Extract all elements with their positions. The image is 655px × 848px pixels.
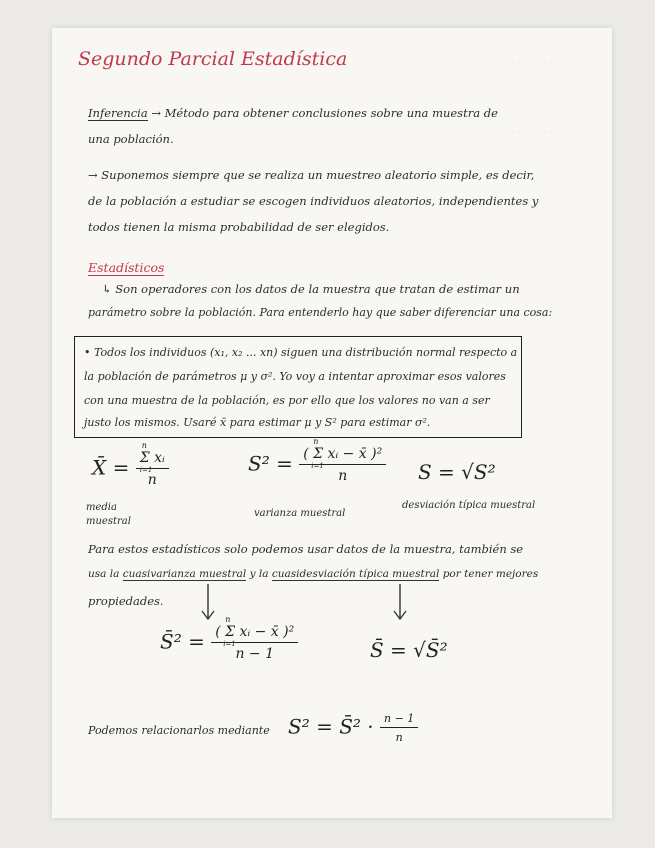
formula-sample-variance xyxy=(248,437,386,484)
suponemos-line-2: de la población a estudiar se escogen individuos aleatorios, independientes y xyxy=(88,194,539,208)
label-desviacion: desviación típica muestral xyxy=(402,500,536,511)
bleed-through-text: · · · · · · · · · · · · · xyxy=(492,128,572,139)
quasi-var-lhs: S̄² = xyxy=(160,629,205,654)
formula-sample-mean xyxy=(92,441,169,488)
inferencia-line-1 xyxy=(88,106,498,120)
var-lhs: S² = xyxy=(248,451,293,476)
mean-sum-bottom: i=1 xyxy=(139,466,153,474)
cuasivarianza-term: cuasivarianza muestral xyxy=(122,568,247,580)
quasi-var-sum-bottom: i=1 xyxy=(223,640,236,648)
relation-denominator: n xyxy=(395,731,403,744)
estadisticos-heading: Estadísticos xyxy=(88,260,165,275)
quasi-var-sum-top: n xyxy=(225,615,231,624)
var-numerator xyxy=(299,437,386,470)
label-varianza: varianza muestral xyxy=(254,508,346,519)
formula-sample-sd: S = √S² xyxy=(418,460,496,484)
box-line-3: con una muestra de la población, es por ello que los valores no van a ser xyxy=(84,394,490,407)
arrow-to-cuasivarianza xyxy=(198,584,218,624)
quasi-var-sum: ( Σ xᵢ − x̄ )² xyxy=(215,624,295,640)
quasi-var-denominator: n − 1 xyxy=(235,646,274,662)
mean-lhs: X̄ = xyxy=(92,455,130,480)
quasi-var-fraction xyxy=(211,615,298,662)
inferencia-line-2: una población. xyxy=(88,132,174,146)
inferencia-arrow: → xyxy=(151,106,161,120)
var-fraction xyxy=(299,437,386,484)
label-media: media xyxy=(86,502,117,513)
notebook-page xyxy=(52,28,612,818)
arrow-to-cuasidesviacion xyxy=(390,584,410,624)
box-line-4: justo los mismos. Usaré x̄ para estimar μ y S² para estimar σ². xyxy=(84,416,431,429)
mean-fraction xyxy=(136,441,169,488)
para-line-2 xyxy=(88,568,538,580)
suponemos-line-1: → Suponemos siempre que se realiza un muestreo aleatorio simple, es decir, xyxy=(88,168,535,182)
inferencia-definition: Método para obtener conclusiones sobre una muestra de xyxy=(164,106,498,120)
cuasidesviacion-term: cuasidesviación típica muestral xyxy=(271,568,440,580)
label-muestral: muestral xyxy=(86,516,131,527)
var-sum-top: n xyxy=(313,437,319,446)
mean-numerator xyxy=(136,441,169,474)
box-line-1: • Todos los individuos (x₁, x₂ ... xn) siguen una distribución normal respecto a xyxy=(84,346,518,359)
box-line-2: la población de parámetros μ y σ². Yo voy a intentar aproximar esos valores xyxy=(84,370,506,383)
para-y-la: y la xyxy=(249,568,269,580)
bleed-through-text: · · · · · · · · · · · · · xyxy=(492,58,572,69)
para-usa-la: usa la xyxy=(88,568,120,580)
relation-numerator: n − 1 xyxy=(380,712,418,728)
relation-lhs: S² = S̄² · xyxy=(288,714,374,739)
var-denominator: n xyxy=(338,468,348,484)
quasi-var-numerator xyxy=(211,615,298,648)
mean-sum-top: n xyxy=(141,441,147,450)
var-sum-bottom: i=1 xyxy=(311,462,324,470)
relation-text: Podemos relacionarlos mediante xyxy=(88,724,270,737)
inferencia-term: Inferencia xyxy=(88,106,148,120)
mean-denominator: n xyxy=(147,472,157,488)
formula-quasi-sd: S̄ = √S̄² xyxy=(370,638,448,662)
estadisticos-line-2: parámetro sobre la población. Para entenderlo hay que saber diferenciar una cosa: xyxy=(88,306,553,319)
para-line-3: propiedades. xyxy=(88,594,164,608)
estadisticos-line-1: ↳ Son operadores con los datos de la muestra que tratan de estimar un xyxy=(102,282,520,296)
formula-relation xyxy=(288,712,418,744)
para-line-1: Para estos estadísticos solo podemos usar datos de la muestra, también se xyxy=(88,542,524,556)
suponemos-line-3: todos tienen la misma probabilidad de ser elegidos. xyxy=(88,220,390,234)
var-sum: ( Σ xᵢ − x̄ )² xyxy=(303,446,383,462)
relation-fraction xyxy=(380,712,418,744)
formula-quasi-variance xyxy=(160,615,298,662)
page-title: Segundo Parcial Estadística xyxy=(78,48,348,70)
para-mejores: por tener mejores xyxy=(442,568,539,580)
mean-sum: Σ xᵢ xyxy=(139,450,165,466)
